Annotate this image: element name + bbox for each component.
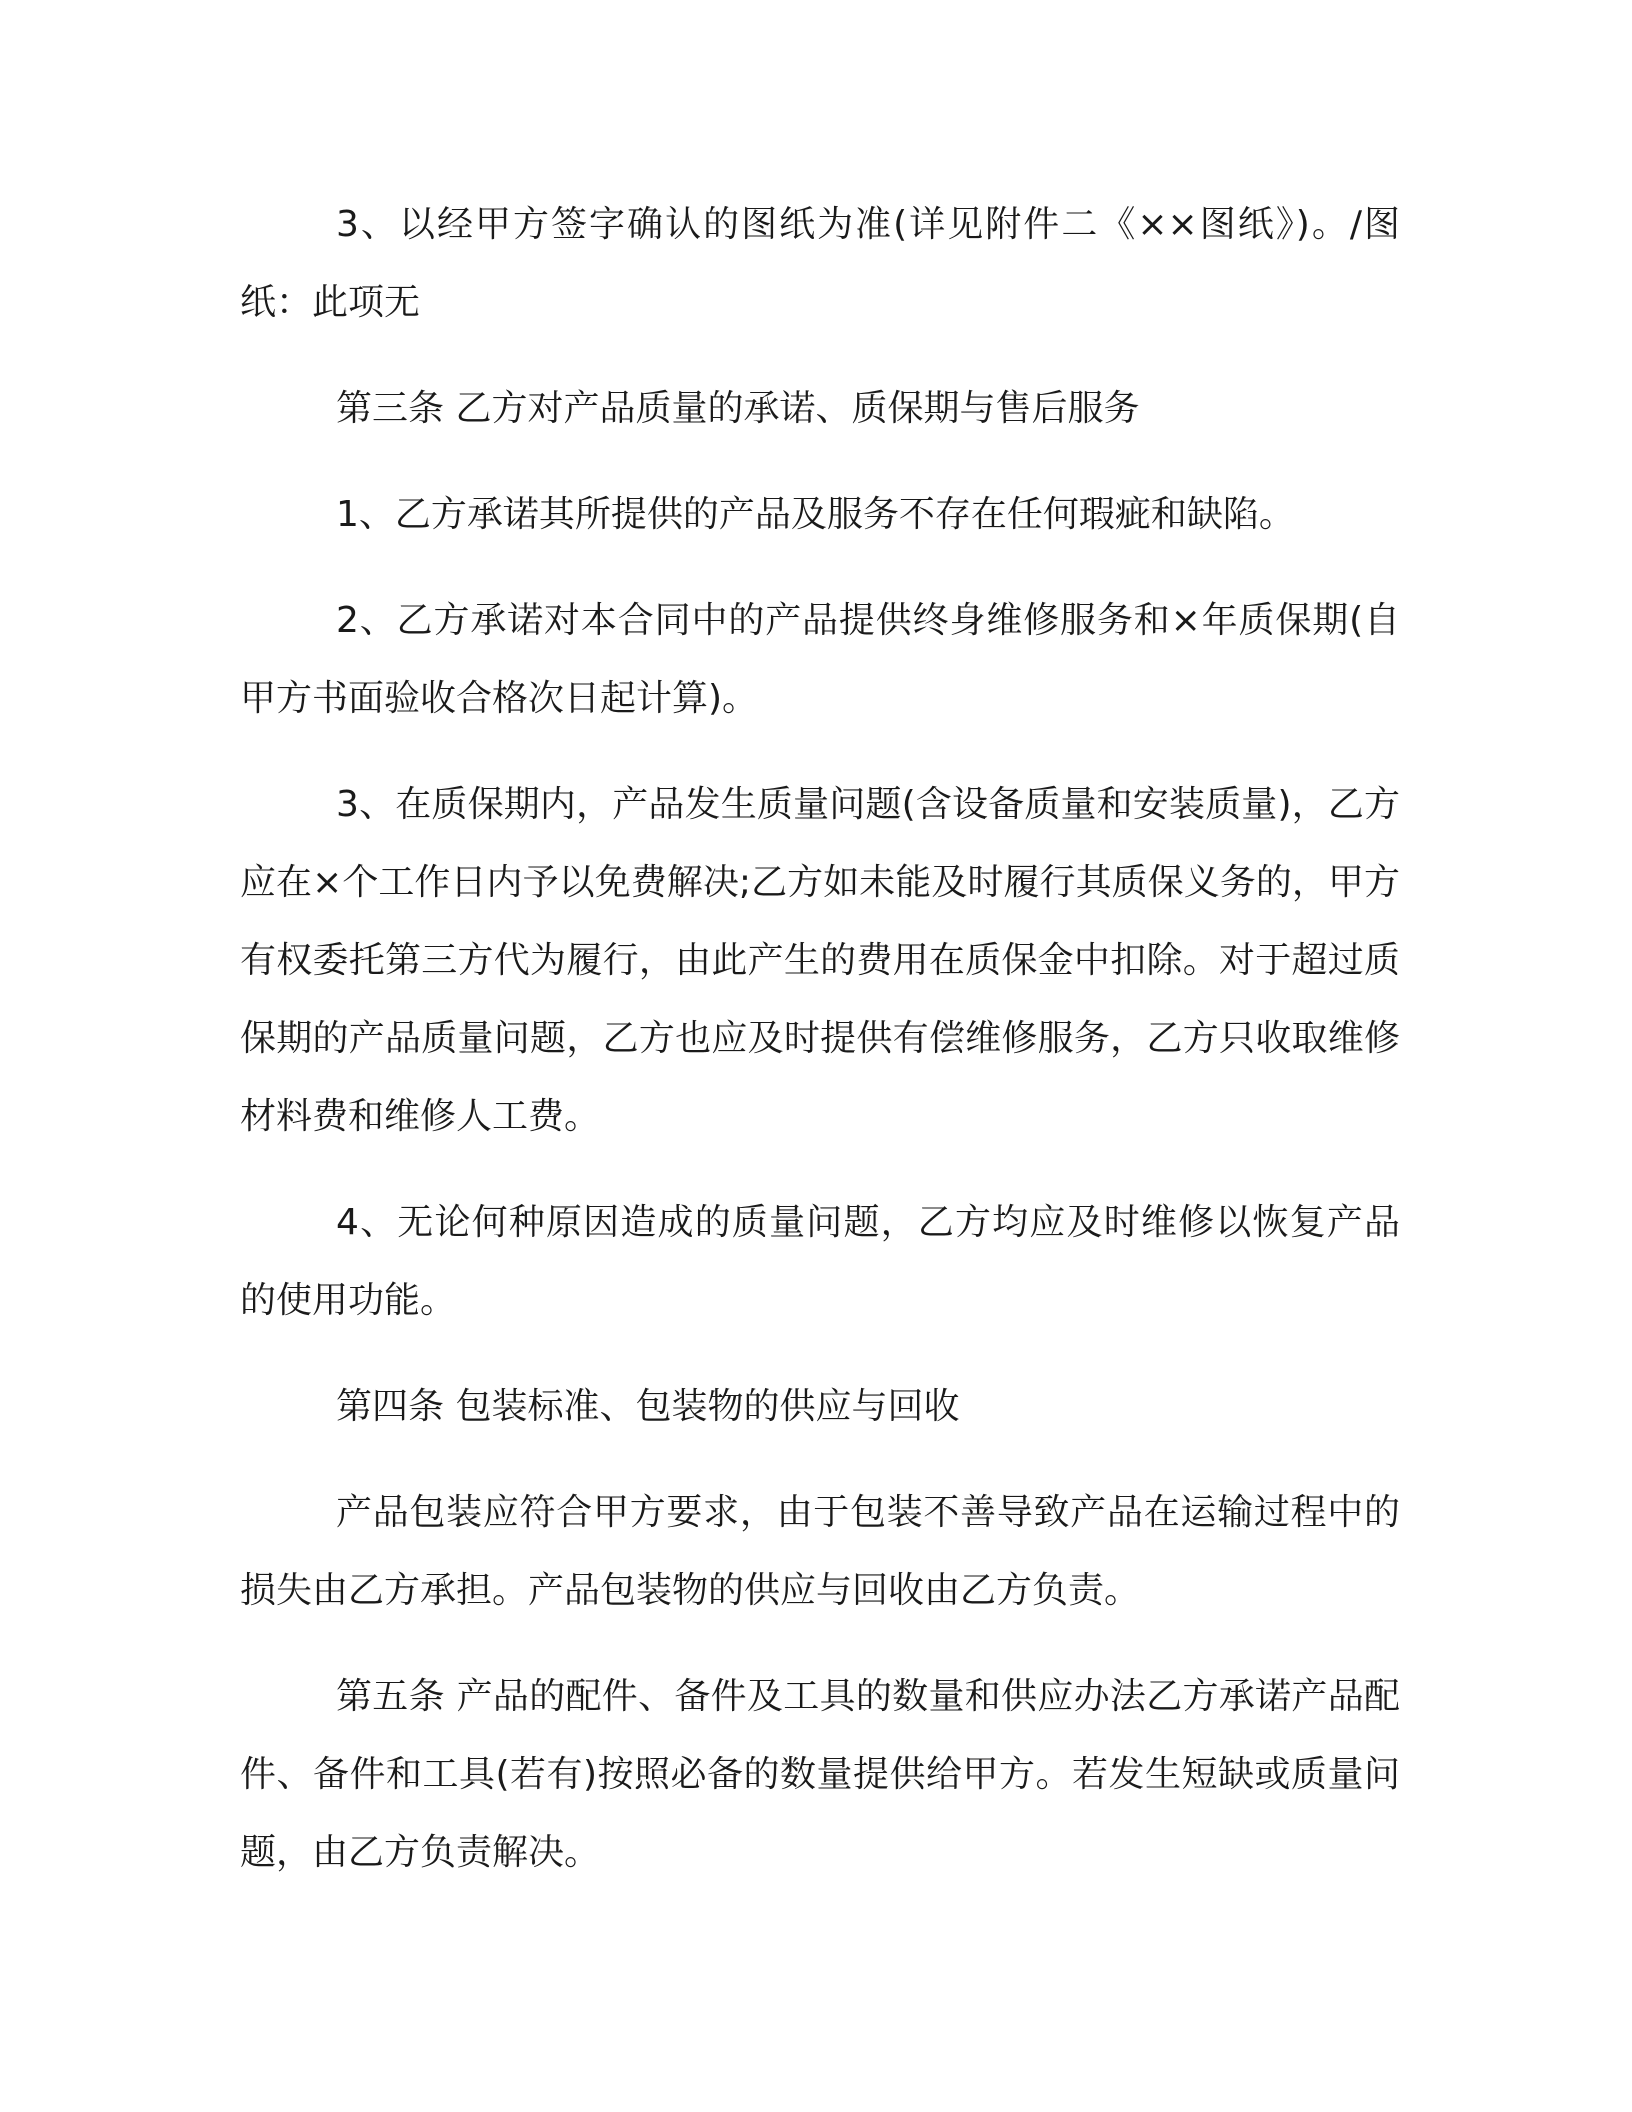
article-3-heading: 第三条 乙方对产品质量的承诺、质保期与售后服务 <box>336 388 1140 429</box>
article-3-item-2: 2、乙方承诺对本合同中的产品提供终身维修服务和×年质保期(自甲方书面验收合格次日起计算)。 <box>240 600 1400 719</box>
article-3-item-3: 3、在质保期内，产品发生质量问题(含设备质量和安装质量)，乙方应在×个工作日内予以免费解决;乙方如未能及时履行其质保义务的，甲方有权委托第三方代为履行，由此产生的费用在质保金中扣除。对于超过质保期的产品质量问题，乙方也应及时提供有偿维修服务，乙方只收取维修材料费和维修人工费。 <box>240 784 1400 1137</box>
article-4-body: 产品包装应符合甲方要求，由于包装不善导致产品在运输过程中的损失由乙方承担。产品包装物的供应与回收由乙方负责。 <box>240 1492 1400 1611</box>
article-3-item-4: 4、无论何种原因造成的质量问题，乙方均应及时维修以恢复产品的使用功能。 <box>240 1202 1400 1321</box>
article-5-body: 第五条 产品的配件、备件及工具的数量和供应办法乙方承诺产品配件、备件和工具(若有)按照必备的数量提供给甲方。若发生短缺或质量问题，由乙方负责解决。 <box>240 1676 1400 1873</box>
article-4-heading: 第四条 包装标准、包装物的供应与回收 <box>336 1386 960 1427</box>
article-3-item-1: 1、乙方承诺其所提供的产品及服务不存在任何瑕疵和缺陷。 <box>336 494 1295 535</box>
document-body <box>240 186 1400 1920</box>
clause-item-3-drawings: 3、以经甲方签字确认的图纸为准(详见附件二《××图纸》)。/图纸：此项无 <box>240 204 1400 323</box>
